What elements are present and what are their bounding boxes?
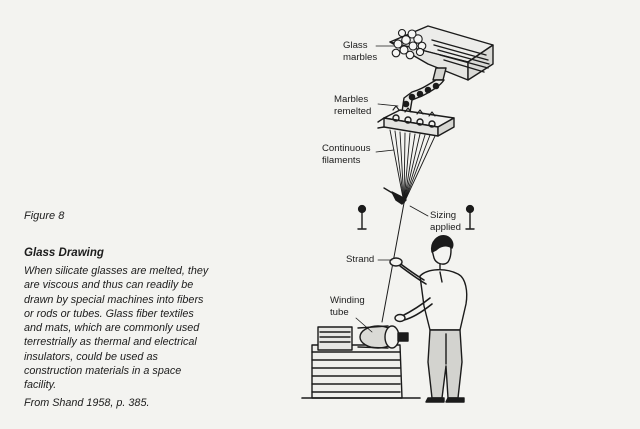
label-line: marbles	[343, 51, 378, 63]
figure-source: From Shand 1958, p. 385.	[24, 397, 150, 409]
marble-chute-icon	[402, 68, 446, 112]
label-line: Glass	[343, 40, 368, 51]
label-line: remelted	[334, 105, 372, 117]
caption-line: insulators, could be used as	[24, 350, 158, 363]
label-marbles-remelted	[334, 94, 371, 117]
label-line: Winding	[330, 295, 365, 306]
caption-line: terrestrially as thermal and electrical	[24, 336, 197, 349]
winding-machine-icon	[302, 326, 420, 398]
caption-line: or rods or tubes. Glass fiber textiles	[24, 307, 194, 320]
label-line: Marbles	[334, 94, 369, 105]
label-line: tube	[330, 306, 349, 318]
leader-lines	[356, 46, 428, 332]
label-line: Sizing	[430, 210, 457, 221]
guard-post-icon	[358, 206, 366, 229]
label-line: Strand	[346, 254, 375, 265]
caption-line: and mats, which are commonly used	[24, 322, 200, 334]
caption-line: are viscous and thus can readily be	[24, 279, 194, 292]
label-line: Continuous	[322, 143, 371, 154]
label-glass-marbles	[343, 40, 377, 63]
guard-post-icon	[466, 206, 474, 229]
figure-title: Glass Drawing	[24, 247, 104, 259]
caption-line: drawn by special machines into fibers	[24, 293, 204, 306]
label-line: applied	[430, 221, 461, 233]
continuous-filaments-icon	[390, 130, 435, 203]
caption-line: When silicate glasses are melted, they	[24, 265, 209, 277]
label-line: filaments	[322, 154, 361, 166]
label-continuous-filaments	[322, 143, 371, 166]
label-sizing-applied	[430, 210, 461, 233]
label-strand	[346, 254, 374, 266]
caption-line: facility.	[24, 379, 57, 391]
figure-number: Figure 8	[24, 210, 65, 222]
caption-line: construction materials in a space	[24, 364, 182, 377]
bushing-furnace-icon	[378, 106, 454, 136]
label-winding-tube	[330, 295, 365, 318]
